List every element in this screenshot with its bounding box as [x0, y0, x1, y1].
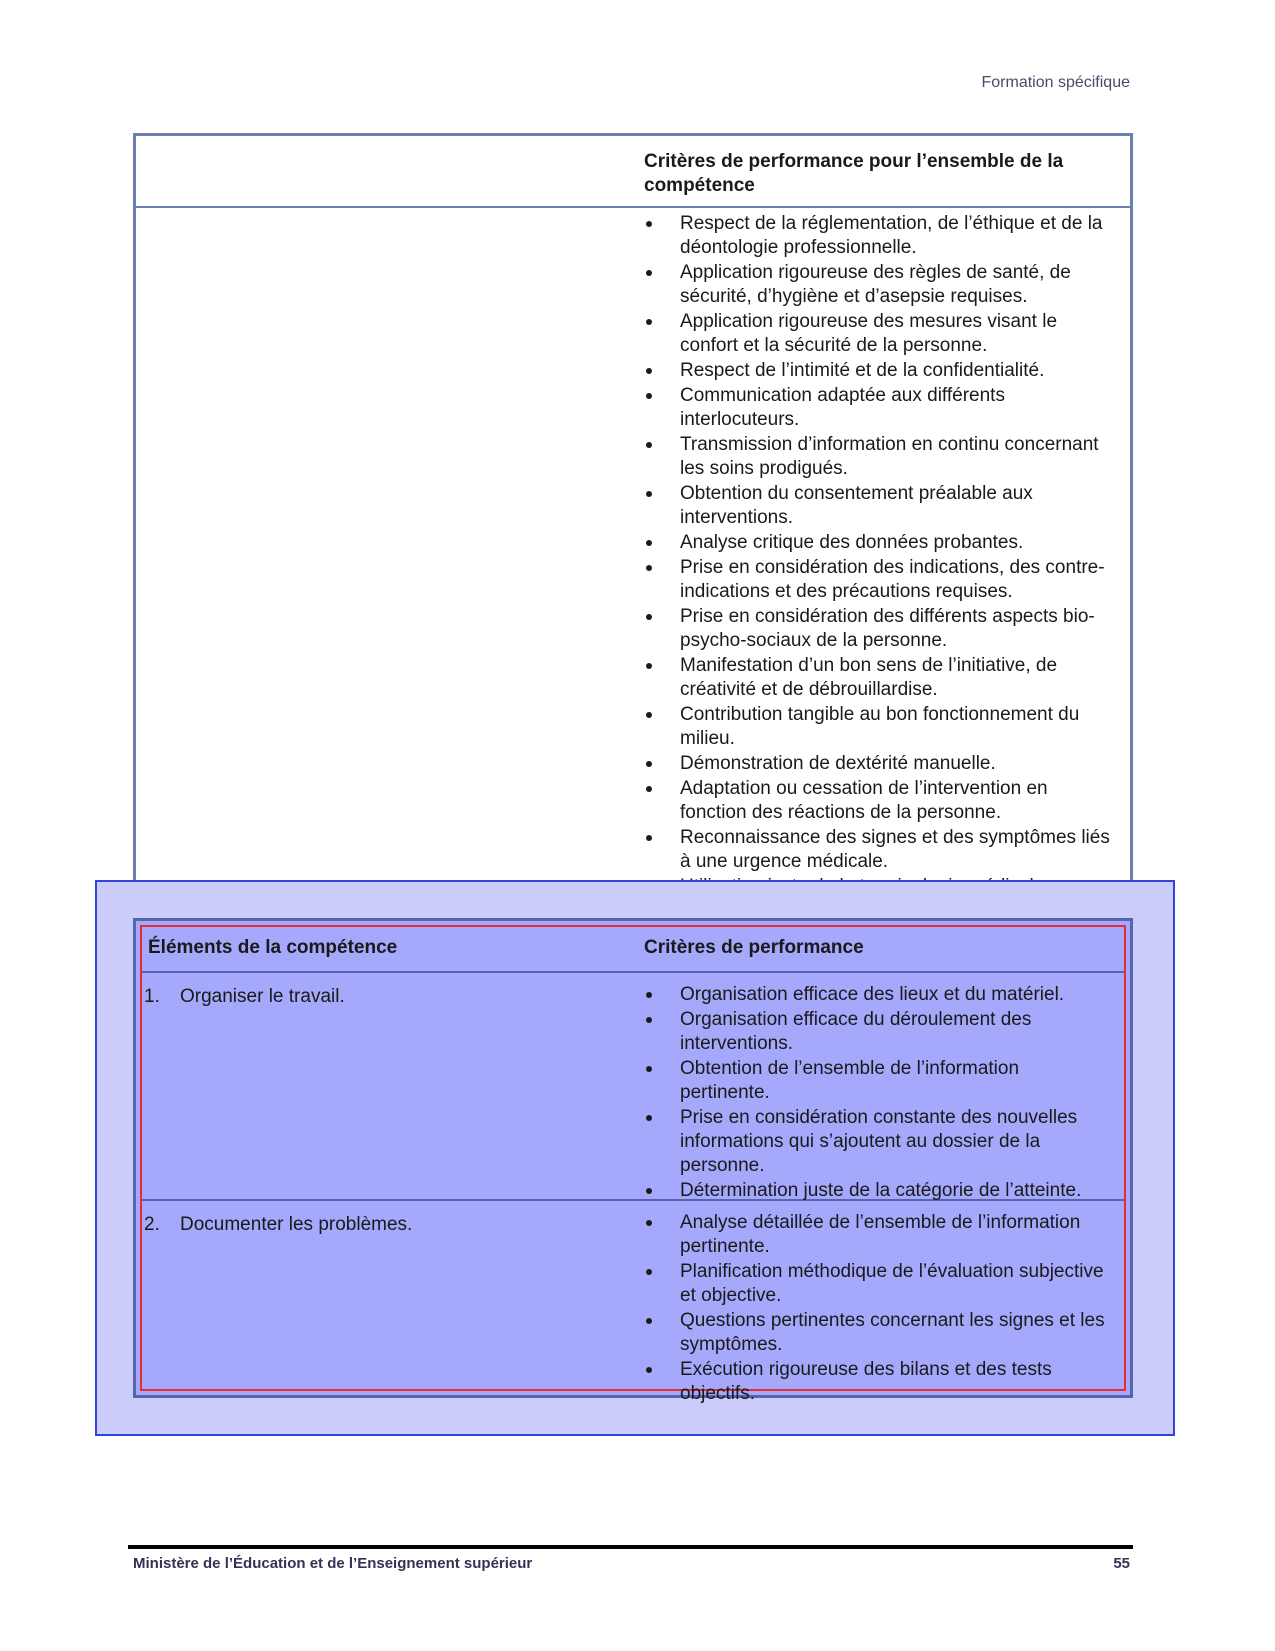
overall-criteria-title: Critères de performance pour l’ensemble de la compétence [644, 151, 1064, 196]
criterion-item: Contribution tangible au bon fonctionnement du milieu. [644, 703, 1114, 751]
criterion-item: Prise en considération des indications, des contre-indications et des précautions requises. [644, 556, 1114, 604]
criteria-list [644, 1211, 1114, 1406]
footer-ministry: Ministère de l’Éducation et de l’Enseignement supérieur [133, 1555, 533, 1572]
page-number: 55 [1113, 1555, 1130, 1572]
criterion-item: Prise en considération constante des nouvelles informations qui s’ajoutent au dossier de la personne. [644, 1106, 1114, 1178]
competence-elements-frame [140, 925, 1126, 1404]
criterion-item: Analyse critique des données probantes. [644, 531, 1114, 555]
element-number: 1. [144, 986, 160, 1007]
criterion-item: Transmission d’information en continu concernant les soins prodigués. [644, 433, 1114, 481]
overall-criteria-list [644, 212, 1114, 899]
running-header: Formation spécifique [981, 74, 1130, 91]
element-text: Documenter les problèmes. [180, 1214, 413, 1235]
criterion-item: Obtention du consentement préalable aux interventions. [644, 482, 1114, 530]
elements-column-header: Éléments de la compétence [148, 937, 398, 958]
criterion-item: Adaptation ou cessation de l’intervention en fonction des réactions de la personne. [644, 777, 1114, 825]
criterion-item: Application rigoureuse des règles de santé, de sécurité, d’hygiène et d’asepsie requises. [644, 261, 1114, 309]
criterion-item: Démonstration de dextérité manuelle. [644, 752, 1114, 776]
criterion-item: Prise en considération des différents aspects bio-psycho-sociaux de la personne. [644, 605, 1114, 653]
element-number: 2. [144, 1214, 160, 1235]
criterion-item: Communication adaptée aux différents interlocuteurs. [644, 384, 1114, 432]
criteria-cell [644, 1211, 1114, 1407]
competence-elements-table [133, 918, 1133, 1404]
criterion-item: Organisation efficace des lieux et du matériel. [644, 983, 1114, 1007]
criterion-item: Détermination juste de la catégorie de l’atteinte. [644, 1179, 1114, 1203]
overall-criteria-body [644, 212, 1114, 900]
criterion-item: Reconnaissance des signes et des symptômes liés à une urgence médicale. [644, 826, 1114, 874]
criteria-column-header: Critères de performance [644, 937, 864, 958]
criterion-item: Manifestation d’un bon sens de l’initiative, de créativité et de débrouillardise. [644, 654, 1114, 702]
overall-criteria-header [136, 136, 1130, 208]
competence-elements-header [142, 927, 1124, 973]
criterion-item: Exécution rigoureuse des bilans et des tests objectifs. [644, 1358, 1114, 1406]
criterion-item: Questions pertinentes concernant les signes et les symptômes. [644, 1309, 1114, 1357]
criterion-item: Planification méthodique de l’évaluation subjective et objective. [644, 1260, 1114, 1308]
criteria-cell [644, 983, 1114, 1204]
footer-divider [128, 1545, 1133, 1549]
criterion-item: Organisation efficace du déroulement des interventions. [644, 1008, 1114, 1056]
overall-criteria-table [133, 133, 1133, 903]
criterion-item: Respect de l’intimité et de la confidentialité. [644, 359, 1114, 383]
criterion-item: Analyse détaillée de l’ensemble de l’information pertinente. [644, 1211, 1114, 1259]
element-text: Organiser le travail. [180, 986, 345, 1007]
criterion-item: Obtention de l’ensemble de l’information pertinente. [644, 1057, 1114, 1105]
criterion-item: Application rigoureuse des mesures visant le confort et la sécurité de la personne. [644, 310, 1114, 358]
criteria-list [644, 983, 1114, 1203]
table-row [142, 1201, 1124, 1404]
table-row [142, 973, 1124, 1201]
element-label [144, 1213, 412, 1237]
element-label [144, 985, 345, 1009]
criterion-item: Respect de la réglementation, de l’éthique et de la déontologie professionnelle. [644, 212, 1114, 260]
